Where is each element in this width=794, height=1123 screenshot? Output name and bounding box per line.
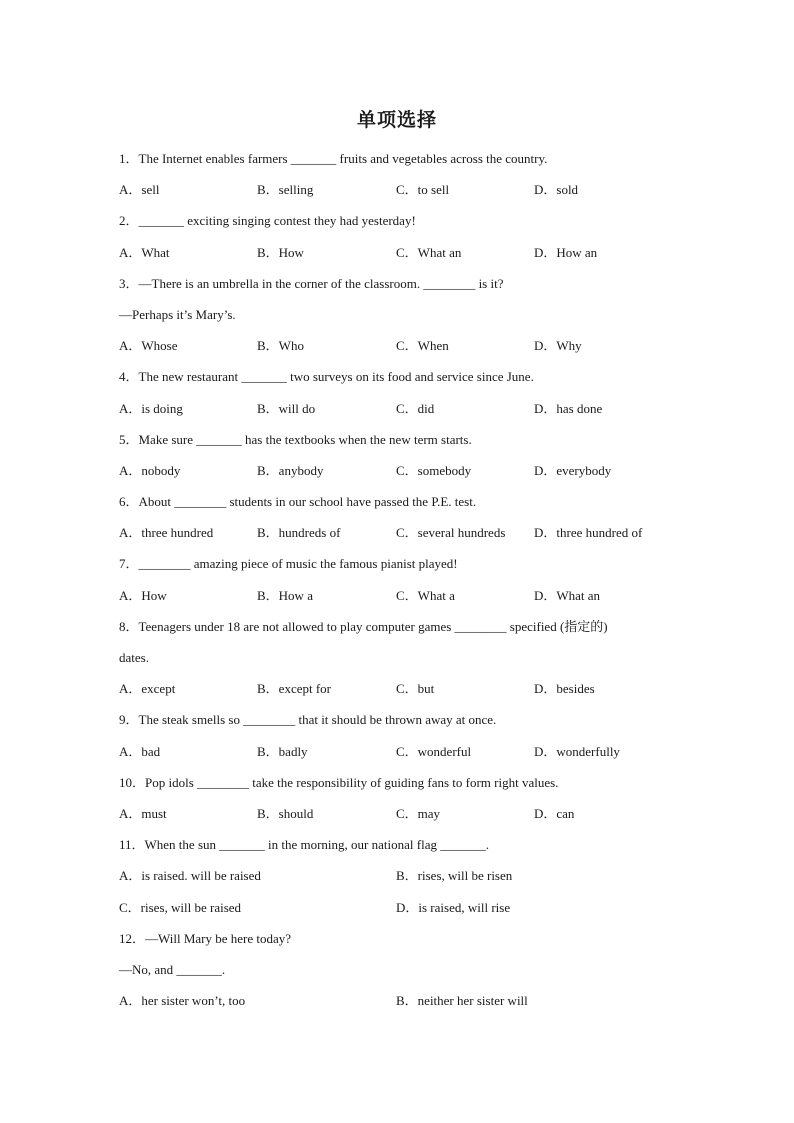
question-stem: 5．Make sure _______ has the textbooks when the new term starts. bbox=[119, 431, 472, 447]
option-c: C．What a bbox=[396, 587, 455, 603]
question-stem: 3．—There is an umbrella in the corner of the classroom. ________ is it? bbox=[119, 275, 504, 291]
option-c: C．What an bbox=[396, 244, 462, 260]
question-7 bbox=[119, 548, 679, 610]
question-3 bbox=[119, 268, 679, 362]
options-row bbox=[119, 798, 679, 829]
option-a: A．is doing bbox=[119, 400, 183, 416]
option-b: B．hundreds of bbox=[257, 525, 341, 541]
option-c: C．wonderful bbox=[396, 743, 472, 759]
option-b: B．selling bbox=[257, 182, 314, 198]
question-stem: 2．_______ exciting singing contest they had yesterday! bbox=[119, 213, 416, 229]
option-d: D．sold bbox=[534, 182, 579, 198]
question-stem: 7．________ amazing piece of music the famous pianist played! bbox=[119, 556, 458, 572]
option-b: B．anybody bbox=[257, 462, 324, 478]
page-title: 单项选择 bbox=[356, 109, 437, 131]
option-d: D．besides bbox=[534, 681, 595, 697]
question-10 bbox=[119, 767, 679, 829]
option-b: B．badly bbox=[257, 743, 308, 759]
option-d: D．has done bbox=[534, 400, 603, 416]
option-a: A．except bbox=[119, 681, 176, 697]
question-stem: 4．The new restaurant _______ two surveys on its food and service since June. bbox=[119, 369, 534, 385]
option-d: D．three hundred of bbox=[534, 525, 643, 541]
question-4 bbox=[119, 361, 679, 423]
option-a: A．What bbox=[119, 244, 170, 260]
question-stem: 8．Teenagers under 18 are not allowed to play computer games ________ specified (指定的) bbox=[119, 618, 608, 634]
options-row bbox=[119, 455, 679, 486]
option-c: C．rises, will be raised bbox=[119, 899, 242, 915]
question-stem: 12．—Will Mary be here today? bbox=[119, 930, 292, 946]
options-row bbox=[119, 580, 679, 611]
options-row bbox=[119, 673, 679, 704]
option-d: D．everybody bbox=[534, 462, 612, 478]
option-d: D．How an bbox=[534, 244, 598, 260]
option-a: A．nobody bbox=[119, 462, 181, 478]
question-stem: 1．The Internet enables farmers _______ fruits and vegetables across the country. bbox=[119, 151, 548, 166]
question-stem: 10．Pop idols ________ take the responsibility of guiding fans to form right values. bbox=[119, 774, 559, 790]
option-a: A．How bbox=[119, 587, 167, 603]
question-stem-continued: —No, and _______. bbox=[119, 961, 226, 977]
option-d: D．is raised, will rise bbox=[396, 899, 511, 915]
question-11 bbox=[119, 829, 679, 923]
question-stem: 9．The steak smells so ________ that it should be thrown away at once. bbox=[119, 712, 497, 728]
option-a: A．bad bbox=[119, 743, 161, 759]
options-row bbox=[119, 330, 679, 361]
question-5 bbox=[119, 424, 679, 486]
option-a: A．Whose bbox=[119, 338, 178, 354]
option-c: C．but bbox=[396, 681, 435, 697]
option-d: D．can bbox=[534, 805, 575, 821]
option-b: B．neither her sister will bbox=[396, 993, 528, 1009]
option-b: B．should bbox=[257, 805, 314, 821]
option-b: B．How a bbox=[257, 587, 313, 603]
option-d: D．Why bbox=[534, 338, 582, 354]
option-c: C．to sell bbox=[396, 182, 450, 198]
option-a: A．her sister won’t, too bbox=[119, 993, 246, 1009]
question-list bbox=[119, 143, 679, 1016]
question-1 bbox=[119, 143, 679, 205]
question-9 bbox=[119, 704, 679, 766]
option-b: B．will do bbox=[257, 400, 316, 416]
question-stem: 11．When the sun _______ in the morning, our national flag _______. bbox=[119, 837, 489, 853]
options-row bbox=[119, 237, 679, 268]
option-b: B．Who bbox=[257, 338, 304, 354]
options-row bbox=[119, 985, 679, 1016]
options-row bbox=[119, 393, 679, 424]
option-d: D．wonderfully bbox=[534, 743, 620, 759]
options-row bbox=[119, 860, 679, 891]
option-d: D．What an bbox=[534, 587, 601, 603]
option-a: A．sell bbox=[119, 182, 160, 198]
question-6 bbox=[119, 486, 679, 548]
options-row bbox=[119, 174, 679, 205]
option-c: C．several hundreds bbox=[396, 525, 506, 541]
option-b: B．except for bbox=[257, 681, 332, 697]
question-stem-continued: dates. bbox=[119, 650, 149, 665]
option-a: A．three hundred bbox=[119, 525, 214, 541]
option-b: B．How bbox=[257, 244, 304, 260]
question-12 bbox=[119, 923, 679, 1017]
option-c: C．somebody bbox=[396, 462, 472, 478]
option-a: A．is raised. will be raised bbox=[119, 868, 261, 884]
question-2 bbox=[119, 205, 679, 267]
option-b: B．rises, will be risen bbox=[396, 868, 513, 884]
option-c: C．did bbox=[396, 400, 435, 416]
question-8 bbox=[119, 611, 679, 705]
question-stem-continued: —Perhaps it’s Mary’s. bbox=[119, 306, 236, 322]
options-row bbox=[119, 517, 679, 548]
options-row bbox=[119, 892, 679, 923]
question-stem: 6．About ________ students in our school have passed the P.E. test. bbox=[119, 494, 477, 510]
option-a: A．must bbox=[119, 805, 167, 821]
option-c: C．When bbox=[396, 338, 449, 354]
options-row bbox=[119, 736, 679, 767]
option-c: C．may bbox=[396, 805, 441, 821]
